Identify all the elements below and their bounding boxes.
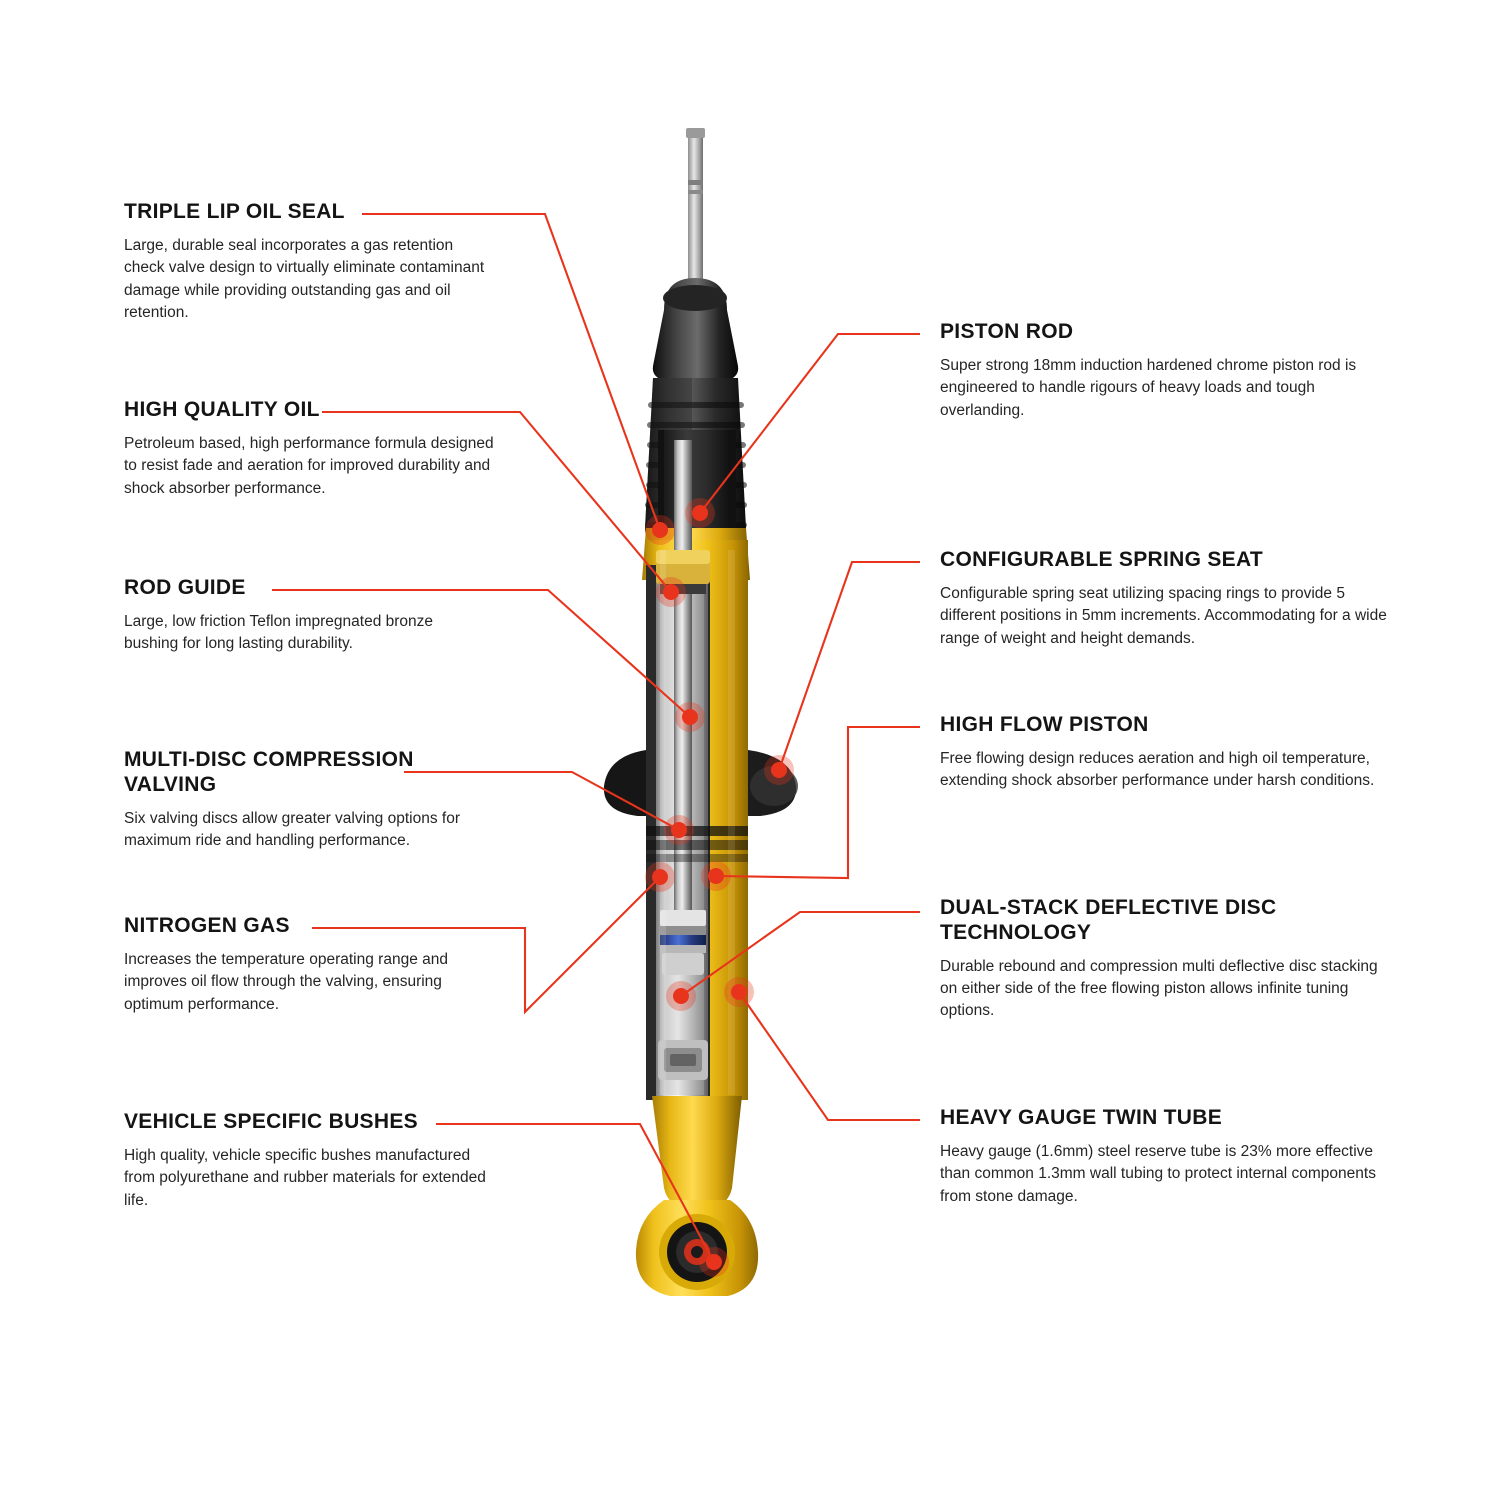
callout-body: Super strong 18mm induction hardened chrome piston rod is engineered to handle rigours of heavy loads and tough overlanding. (940, 356, 1357, 419)
callout-title: MULTI-DISC COMPRESSION VALVING (124, 748, 414, 796)
callout-configurable-spring-seat (940, 548, 1388, 650)
callout-body: Large, low friction Teflon impregnated bronze bushing for long lasting durability. (124, 612, 434, 653)
callout-body: Six valving discs allow greater valving options for maximum ride and handling performance. (124, 809, 460, 849)
callout-title: PISTON ROD (940, 320, 1074, 343)
callout-title: TRIPLE LIP OIL SEAL (124, 200, 345, 223)
callout-title: VEHICLE SPECIFIC BUSHES (124, 1110, 418, 1133)
callout-multi-disc-compression-valving (124, 748, 496, 852)
callout-body: Heavy gauge (1.6mm) steel reserve tube is 23% more effective than common 1.3mm wall tubing to protect internal components from stone damage. (940, 1142, 1376, 1205)
callout-body: Large, durable seal incorporates a gas retention check valve design to virtually eliminate contaminant damage while providing outstanding gas and oil retention. (124, 236, 485, 322)
callout-body: Increases the temperature operating range and improves oil flow through the valving, ensuring optimum performance. (124, 950, 448, 1013)
callout-vehicle-specific-bushes (124, 1110, 496, 1212)
callout-title: NITROGEN GAS (124, 914, 290, 937)
callout-piston-rod (940, 320, 1388, 422)
callout-body: High quality, vehicle specific bushes manufactured from polyurethane and rubber materials for extended life. (124, 1146, 486, 1209)
callout-rod-guide (124, 576, 484, 656)
callout-body: Free flowing design reduces aeration and high oil temperature, extending shock absorber performance under harsh conditions. (940, 749, 1375, 790)
callout-nitrogen-gas (124, 914, 496, 1016)
callout-title: HIGH FLOW PISTON (940, 713, 1149, 736)
callout-high-quality-oil (124, 398, 496, 500)
callout-title: CONFIGURABLE SPRING SEAT (940, 548, 1263, 571)
callout-title: ROD GUIDE (124, 576, 246, 599)
callout-title: HEAVY GAUGE TWIN TUBE (940, 1106, 1223, 1129)
callout-dual-stack-deflective-disc-technology (940, 896, 1388, 1023)
callout-title: HIGH QUALITY OIL (124, 398, 320, 421)
callout-triple-lip-oil-seal (124, 200, 494, 325)
callout-body: Petroleum based, high performance formula designed to resist fade and aeration for improved durability and shock absorber performance. (124, 434, 494, 497)
callout-high-flow-piston (940, 713, 1388, 793)
callout-heavy-gauge-twin-tube (940, 1106, 1388, 1208)
shock-absorber-illustration (560, 110, 860, 1310)
callout-body: Durable rebound and compression multi deflective disc stacking on either side of the free flowing piston allows infinite tuning options. (940, 957, 1378, 1020)
callout-body: Configurable spring seat utilizing spacing rings to provide 5 different positions in 5mm increments. Accommodating for a wide range of weight and height demands. (940, 584, 1387, 647)
callout-title: DUAL-STACK DEFLECTIVE DISC TECHNOLOGY (940, 896, 1277, 944)
